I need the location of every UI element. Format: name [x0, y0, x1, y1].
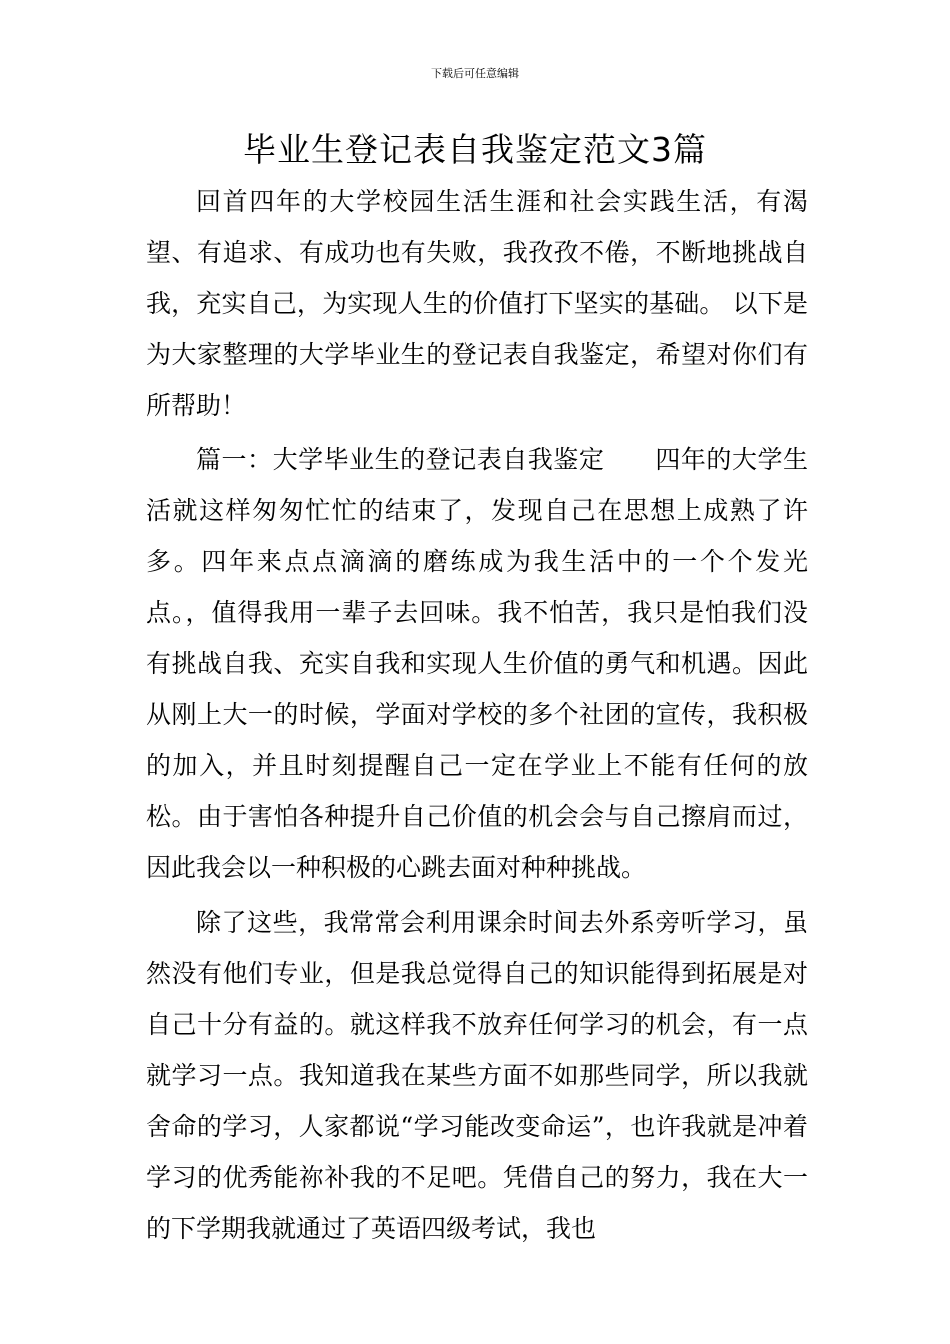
- document-title: 毕业生登记表自我鉴定范文3篇: [243, 130, 707, 169]
- paragraph-part-one: 篇一：大学毕业生的登记表自我鉴定 四年的大学生活就这样匆匆忙忙的结束了，发现自己在思想上成熟了许多。四年来点点滴滴的磨练成为我生活中的一个个发光点。，值得我用一辈子去回味。我不怕苦，我只是怕我们没有挑战自我、充实自我和实现人生价值的勇气和机遇。因此从刚上大一的时候，学面对学校的多个社团的宣传，我积极的加入，并且时刻提醒自己一定在学业上不能有任何的放松。由于害怕各种提升自己价值的机会会与自己擦肩而过，因此我会以一种积极的心跳去面对种种挑战。: [146, 445, 808, 882]
- paragraph-intro: 回首四年的大学校园生活生涯和社会实践生活，有渴望、有追求、有成功也有失败，我孜孜不倦，不断地挑战自我，充实自己，为实现人生的价值打下坚实的基础。 以下是为大家整理的大学毕业生的登记表自我鉴定，希望对你们有所帮助！: [146, 187, 808, 420]
- header-note: 下载后可任意编辑: [431, 67, 519, 80]
- document-body: [146, 176, 808, 1254]
- paragraph-continued: 除了这些，我常常会利用课余时间去外系旁听学习，虽然没有他们专业，但是我总觉得自己的知识能得到拓展是对自己十分有益的。就这样我不放弃任何学习的机会，有一点就学习一点。我知道我在某些方面不如那些同学，所以我就舍命的学习，人家都说“学习能改变命运”，也许我就是冲着学习的优秀能祢补我的不足吧。凭借自己的努力，我在大一的下学期我就通过了英语四级考试，我也: [146, 908, 808, 1243]
